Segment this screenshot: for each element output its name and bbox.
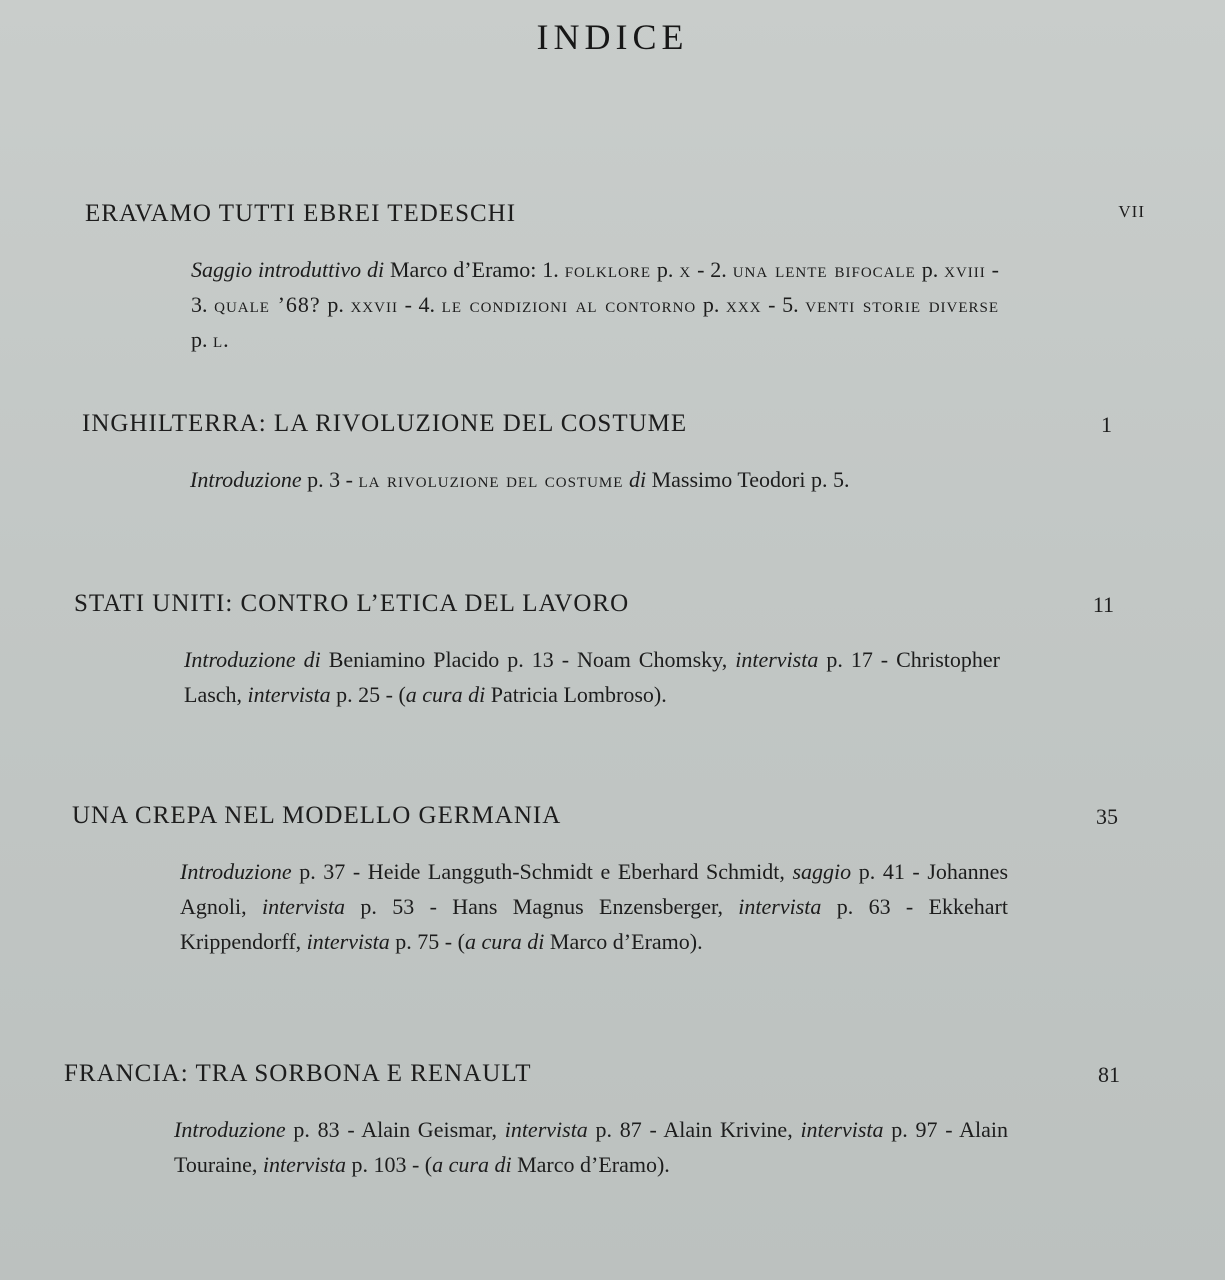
italic-text: intervista	[262, 1152, 346, 1177]
body-text: p. 25 - (	[330, 682, 406, 707]
italic-text: Introduzione	[180, 859, 292, 884]
italic-text: Saggio introduttivo di	[191, 257, 385, 282]
section-heading: INGHILTERRA: LA RIVOLUZIONE DEL COSTUME	[82, 410, 688, 437]
italic-text: a cura di	[432, 1152, 512, 1177]
small-caps-text: l.	[213, 327, 230, 352]
body-text: p.	[320, 292, 351, 317]
small-caps-text: una lente bifocale	[732, 257, 916, 282]
small-caps-text: xxvii	[350, 292, 398, 317]
body-text: p.	[696, 292, 727, 317]
italic-text: Introduzione di	[184, 647, 321, 672]
body-text: - 3.	[191, 257, 1000, 317]
body-text: Marco d’Eramo: 1.	[384, 257, 565, 282]
italic-text: di	[623, 467, 647, 492]
body-text: - 5.	[761, 292, 806, 317]
section-contents	[184, 642, 1000, 712]
section-heading: UNA CREPA NEL MODELLO GERMANIA	[72, 802, 562, 829]
section-contents	[174, 1112, 1008, 1182]
small-caps-text: quale ’68?	[214, 292, 321, 317]
small-caps-text: folklore	[564, 257, 652, 282]
body-text: - 4.	[397, 292, 442, 317]
body-text: Beniamino Placido p. 13 - Noam Chomsky,	[320, 647, 736, 672]
small-caps-text: x	[679, 257, 692, 282]
body-text: p. 97 - Alain Touraine,	[174, 1117, 1008, 1177]
section-contents	[190, 462, 1000, 497]
body-text: p. 41 - Johannes Agnoli,	[180, 859, 1009, 919]
body-text: p. 87 - Alain Krivine,	[587, 1117, 801, 1142]
italic-text: intervista	[306, 929, 390, 954]
body-text: p. 75 - (	[389, 929, 465, 954]
italic-text: intervista	[800, 1117, 884, 1142]
italic-text: intervista	[735, 647, 819, 672]
small-caps-text: venti storie diverse	[805, 292, 1000, 317]
body-text: Marco d’Eramo).	[544, 929, 703, 954]
body-text: p. 17 - Christopher Lasch,	[184, 647, 1001, 707]
small-caps-text: la rivoluzione del costume	[358, 467, 624, 492]
section-page-number: 81	[1098, 1062, 1120, 1087]
italic-text: a cura di	[464, 929, 545, 954]
italic-text: saggio	[792, 859, 852, 884]
body-text: p. 53 - Hans Magnus Enzensberger,	[345, 894, 739, 919]
body-text: p. 63 - Ekkehart Krippendorff,	[180, 894, 1008, 954]
section-heading: FRANCIA: TRA SORBONA E RENAULT	[64, 1060, 532, 1087]
section-contents	[180, 854, 1008, 959]
body-text: - 2.	[691, 257, 733, 282]
body-text: p. 103 - (	[345, 1152, 433, 1177]
section-heading: ERAVAMO TUTTI EBREI TEDESCHI	[85, 200, 517, 227]
body-text: p.	[915, 257, 945, 282]
italic-text: intervista	[247, 682, 331, 707]
body-text: Patricia Lombroso).	[485, 682, 667, 707]
page-title: INDICE	[536, 17, 689, 57]
body-text: p. 83 - Alain Geismar,	[285, 1117, 505, 1142]
body-text: Marco d’Eramo).	[511, 1152, 670, 1177]
body-text: p. 3 -	[301, 467, 359, 492]
section-page-number: 1	[1101, 412, 1112, 437]
small-caps-text: le condizioni al contorno	[441, 292, 697, 317]
italic-text: intervista	[738, 894, 822, 919]
body-text: p.	[191, 327, 213, 352]
italic-text: Introduzione	[190, 467, 302, 492]
small-caps-text: xviii	[944, 257, 986, 282]
body-text: Massimo Teodori p. 5.	[646, 467, 850, 492]
section-page-number: 35	[1096, 804, 1118, 829]
italic-text: a cura di	[405, 682, 486, 707]
body-text: p.	[651, 257, 680, 282]
section-page-number: VII	[1118, 202, 1145, 221]
italic-text: intervista	[261, 894, 346, 919]
body-text: p. 37 - Heide Langguth-Schmidt e Eberhard Schmidt,	[291, 859, 793, 884]
italic-text: Introduzione	[174, 1117, 286, 1142]
section-page-number: 11	[1092, 592, 1114, 617]
italic-text: intervista	[504, 1117, 588, 1142]
small-caps-text: xxx	[726, 292, 762, 317]
section-contents	[191, 252, 999, 357]
section-heading: STATI UNITI: CONTRO L’ETICA DEL LAVORO	[74, 590, 630, 617]
